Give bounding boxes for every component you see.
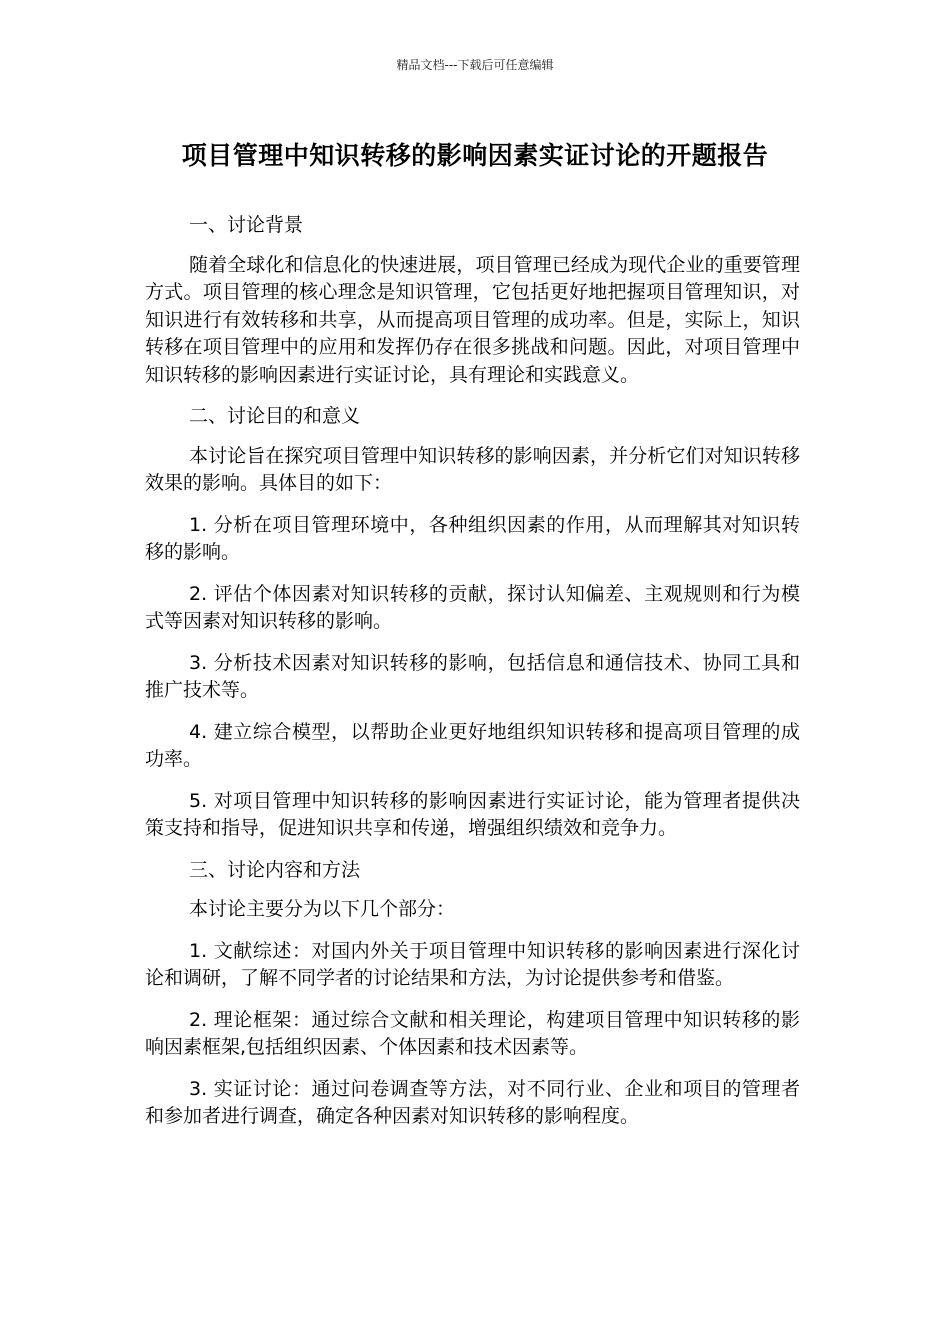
section-heading-background: 一、讨论背景 bbox=[189, 214, 304, 236]
document-title: 项目管理中知识转移的影响因素实证讨论的开题报告 bbox=[181, 141, 769, 170]
section-heading-content-method: 三、讨论内容和方法 bbox=[189, 858, 361, 881]
list-item: 1. 文献综述：对国内外关于项目管理中知识转移的影响因素进行深化讨论和调研，了解不同学者的讨论结果和方法，为讨论提供参考和借鉴。 bbox=[145, 939, 800, 989]
document-body bbox=[145, 212, 800, 1145]
paragraph: 本讨论主要分为以下几个部分： bbox=[189, 898, 456, 920]
section-heading-purpose: 二、讨论目的和意义 bbox=[189, 405, 361, 427]
list-item: 4. 建立综合模型，以帮助企业更好地组织知识转移和提高项目管理的成功率。 bbox=[145, 720, 800, 770]
list-item: 3. 分析技术因素对知识转移的影响，包括信息和通信技术、协同工具和推广技术等。 bbox=[145, 651, 800, 701]
list-item: 5. 对项目管理中知识转移的影响因素进行实证讨论，能为管理者提供决策支持和指导，促进知识共享和传递，增强组织绩效和竞争力。 bbox=[145, 789, 800, 839]
list-item: 3. 实证讨论：通过问卷调查等方法，对不同行业、企业和项目的管理者和参加者进行调查，确定各种因素对知识转移的影响程度。 bbox=[145, 1077, 800, 1127]
paragraph: 随着全球化和信息化的快速进展，项目管理已经成为现代企业的重要管理方式。项目管理的核心理念是知识管理，它包括更好地把握项目管理知识，对知识进行有效转移和共享，从而提高项目管理的成功率。但是，实际上，知识转移在项目管理中的应用和发挥仍存在很多挑战和问题。因此，对项目管理中知识转移的影响因素进行实证讨论，具有理论和实践意义。 bbox=[145, 253, 800, 386]
list-item: 1. 分析在项目管理环境中，各种组织因素的作用，从而理解其对知识转移的影响。 bbox=[145, 513, 800, 563]
paragraph: 本讨论旨在探究项目管理中知识转移的影响因素，并分析它们对知识转移效果的影响。具体目的如下： bbox=[145, 444, 800, 494]
list-item: 2. 理论框架：通过综合文献和相关理论，构建项目管理中知识转移的影响因素框架,包括组织因素、个体因素和技术因素等。 bbox=[145, 1008, 800, 1058]
list-item: 2. 评估个体因素对知识转移的贡献，探讨认知偏差、主观规则和行为模式等因素对知识转移的影响。 bbox=[145, 582, 800, 632]
page-header-note: 精品文档---下载后可任意编辑 bbox=[396, 58, 554, 72]
